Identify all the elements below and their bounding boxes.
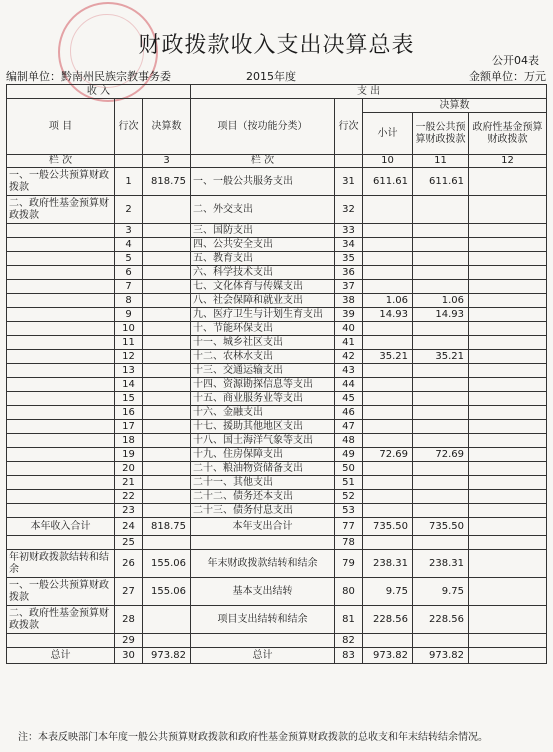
row-income-line-no: 17 — [115, 420, 143, 434]
row-subtotal — [363, 420, 413, 434]
blank-fund — [469, 536, 547, 550]
row-income-item — [7, 280, 115, 294]
row-income-amount — [143, 448, 191, 462]
grand-left: 973.82 — [143, 648, 191, 664]
row-expenditure-line-no: 43 — [335, 364, 363, 378]
row-income-line-no: 19 — [115, 448, 143, 462]
row-gov-fund — [469, 420, 547, 434]
index-col12: 12 — [469, 155, 547, 168]
row-income-item — [7, 308, 115, 322]
basic-label: 基本支出结转 — [191, 578, 335, 606]
row-gov-fund — [469, 280, 547, 294]
exp-total-rn: 77 — [335, 518, 363, 536]
row-subtotal — [363, 336, 413, 350]
row-gov-fund — [469, 238, 547, 252]
row-subtotal — [363, 504, 413, 518]
row-subtotal: 72.69 — [363, 448, 413, 462]
row-expenditure-item: 十、节能环保支出 — [191, 322, 335, 336]
organization: 编制单位：黔南州民族宗教事务委 — [6, 70, 171, 83]
row-income-amount — [143, 364, 191, 378]
row-expenditure-line-no: 33 — [335, 224, 363, 238]
table-row — [7, 168, 547, 196]
table-row — [7, 266, 547, 280]
row-gov-fund — [469, 434, 547, 448]
row-expenditure-item: 十四、资源勘探信息等支出 — [191, 378, 335, 392]
row-general-budget — [413, 322, 469, 336]
row-general-budget — [413, 280, 469, 294]
row-gov-fund — [469, 196, 547, 224]
row-gov-fund — [469, 406, 547, 420]
row-subtotal — [363, 378, 413, 392]
income-total-ln: 24 — [115, 518, 143, 536]
finance-table — [6, 84, 547, 664]
index-empty — [115, 155, 143, 168]
row-expenditure-line-no: 50 — [335, 462, 363, 476]
row-no2-header: 行次 — [335, 99, 363, 155]
row-general-budget — [413, 252, 469, 266]
row-expenditure-line-no: 31 — [335, 168, 363, 196]
row-income-line-no: 4 — [115, 238, 143, 252]
row-income-item — [7, 462, 115, 476]
end-gen: 238.31 — [413, 550, 469, 578]
begin-gen-label: 一、一般公共预算财政拨款 — [7, 578, 115, 606]
row-subtotal — [363, 462, 413, 476]
row-income-item — [7, 238, 115, 252]
row-general-budget — [413, 336, 469, 350]
row-income-amount — [143, 378, 191, 392]
row-expenditure-item: 一、一般公共服务支出 — [191, 168, 335, 196]
row-general-budget — [413, 392, 469, 406]
row-income-item — [7, 266, 115, 280]
table-row — [7, 364, 547, 378]
row-subtotal: 611.61 — [363, 168, 413, 196]
row-expenditure-item: 十六、金融支出 — [191, 406, 335, 420]
table-row — [7, 490, 547, 504]
table-row — [7, 294, 547, 308]
row-income-item — [7, 392, 115, 406]
form-number: 公开04表 — [492, 54, 539, 67]
row-income-line-no: 20 — [115, 462, 143, 476]
row-subtotal — [363, 406, 413, 420]
row-expenditure-item: 二十、粮油物资储备支出 — [191, 462, 335, 476]
table-row — [7, 420, 547, 434]
row-expenditure-line-no: 35 — [335, 252, 363, 266]
index-label-left: 栏 次 — [7, 155, 115, 168]
row-expenditure-item: 二十二、债务还本支出 — [191, 490, 335, 504]
row-expenditure-item: 十九、住房保障支出 — [191, 448, 335, 462]
row-gov-fund — [469, 336, 547, 350]
table-row — [7, 406, 547, 420]
row-income-amount — [143, 406, 191, 420]
row-income-line-no: 2 — [115, 196, 143, 224]
table-row — [7, 504, 547, 518]
row-income-amount — [143, 476, 191, 490]
index-label-right: 栏 次 — [191, 155, 335, 168]
grand-ln: 30 — [115, 648, 143, 664]
row-gov-fund — [469, 364, 547, 378]
table-row — [7, 308, 547, 322]
row-income-amount — [143, 266, 191, 280]
row-income-line-no: 3 — [115, 224, 143, 238]
row-income-amount — [143, 392, 191, 406]
row-subtotal — [363, 238, 413, 252]
grand-label-left: 总计 — [7, 648, 115, 664]
row-income-amount — [143, 336, 191, 350]
row-income-amount — [143, 224, 191, 238]
row-income-item — [7, 448, 115, 462]
row-expenditure-item: 六、科学技术支出 — [191, 266, 335, 280]
begin-gen-val: 155.06 — [143, 578, 191, 606]
row-subtotal — [363, 322, 413, 336]
table-row — [7, 252, 547, 266]
table-row — [7, 280, 547, 294]
row-income-line-no: 10 — [115, 322, 143, 336]
row-general-budget: 1.06 — [413, 294, 469, 308]
end-fund — [469, 550, 547, 578]
table-row — [7, 462, 547, 476]
income-total: 818.75 — [143, 518, 191, 536]
row-gov-fund — [469, 294, 547, 308]
table-row — [7, 434, 547, 448]
row-gov-fund — [469, 462, 547, 476]
row-subtotal: 14.93 — [363, 308, 413, 322]
row-income-item — [7, 336, 115, 350]
proj-rn: 81 — [335, 606, 363, 634]
exp-total-sub: 735.50 — [363, 518, 413, 536]
basic-gen: 9.75 — [413, 578, 469, 606]
table-row — [7, 448, 547, 462]
row-subtotal — [363, 224, 413, 238]
row-income-line-no: 15 — [115, 392, 143, 406]
begin-fund-ln: 28 — [115, 606, 143, 634]
row-subtotal — [363, 280, 413, 294]
row-gov-fund — [469, 448, 547, 462]
row-income-amount — [143, 252, 191, 266]
table-row — [7, 336, 547, 350]
blank-ln: 25 — [115, 536, 143, 550]
row-general-budget — [413, 238, 469, 252]
row-no-header: 行次 — [115, 99, 143, 155]
row-income-amount: 818.75 — [143, 168, 191, 196]
row-general-budget: 611.61 — [413, 168, 469, 196]
row-general-budget — [413, 378, 469, 392]
row-income-amount — [143, 504, 191, 518]
row-expenditure-line-no: 48 — [335, 434, 363, 448]
row-income-item — [7, 378, 115, 392]
row-expenditure-line-no: 36 — [335, 266, 363, 280]
blank2-fund — [469, 634, 547, 648]
table-row — [7, 196, 547, 224]
index-empty — [335, 155, 363, 168]
gov-fund-header: 政府性基金预算财政拨款 — [469, 113, 547, 155]
row-gov-fund — [469, 350, 547, 364]
row-general-budget: 72.69 — [413, 448, 469, 462]
row-expenditure-line-no: 38 — [335, 294, 363, 308]
row-expenditure-item: 八、社会保障和就业支出 — [191, 294, 335, 308]
row-income-item — [7, 406, 115, 420]
row-general-budget: 14.93 — [413, 308, 469, 322]
row-subtotal — [363, 434, 413, 448]
grand-fund — [469, 648, 547, 664]
grand-gen: 973.82 — [413, 648, 469, 664]
row-general-budget — [413, 420, 469, 434]
row-gov-fund — [469, 224, 547, 238]
row-expenditure-line-no: 42 — [335, 350, 363, 364]
subtotal-header: 小计 — [363, 113, 413, 155]
row-income-line-no: 11 — [115, 336, 143, 350]
row-expenditure-item: 三、国防支出 — [191, 224, 335, 238]
row-subtotal — [363, 266, 413, 280]
blank2-sub — [363, 634, 413, 648]
row-subtotal — [363, 196, 413, 224]
row-expenditure-item: 十二、农林水支出 — [191, 350, 335, 364]
table-row — [7, 476, 547, 490]
row-general-budget — [413, 224, 469, 238]
proj-label: 项目支出结转和结余 — [191, 606, 335, 634]
row-general-budget — [413, 490, 469, 504]
row-income-line-no: 5 — [115, 252, 143, 266]
table-row — [7, 392, 547, 406]
row-gov-fund — [469, 168, 547, 196]
table-row — [7, 350, 547, 364]
blank-val — [143, 536, 191, 550]
row-gov-fund — [469, 504, 547, 518]
func-item-header: 项目（按功能分类） — [191, 99, 335, 155]
row-income-amount — [143, 196, 191, 224]
row-income-line-no: 6 — [115, 266, 143, 280]
row-income-amount — [143, 434, 191, 448]
grand-rn: 83 — [335, 648, 363, 664]
row-expenditure-line-no: 47 — [335, 420, 363, 434]
row-subtotal — [363, 490, 413, 504]
begin-val: 155.06 — [143, 550, 191, 578]
final-amount-group-header: 决算数 — [363, 99, 547, 113]
row-income-line-no: 21 — [115, 476, 143, 490]
row-gov-fund — [469, 252, 547, 266]
row-expenditure-item: 二、外交支出 — [191, 196, 335, 224]
item-header: 项 目 — [7, 99, 115, 155]
row-general-budget — [413, 364, 469, 378]
row-income-line-no: 8 — [115, 294, 143, 308]
row-income-item — [7, 420, 115, 434]
index-col11: 11 — [413, 155, 469, 168]
row-income-item — [7, 364, 115, 378]
row-expenditure-line-no: 40 — [335, 322, 363, 336]
row-income-amount — [143, 462, 191, 476]
begin-fund-val — [143, 606, 191, 634]
row-income-line-no: 18 — [115, 434, 143, 448]
row-income-item: 二、政府性基金预算财政拨款 — [7, 196, 115, 224]
row-gov-fund — [469, 308, 547, 322]
row-income-line-no: 16 — [115, 406, 143, 420]
basic-rn: 80 — [335, 578, 363, 606]
row-general-budget — [413, 476, 469, 490]
end-sub: 238.31 — [363, 550, 413, 578]
row-income-item — [7, 504, 115, 518]
row-expenditure-item: 五、教育支出 — [191, 252, 335, 266]
grand-label-right: 总计 — [191, 648, 335, 664]
row-expenditure-line-no: 46 — [335, 406, 363, 420]
row-expenditure-line-no: 32 — [335, 196, 363, 224]
row-income-line-no: 13 — [115, 364, 143, 378]
row-subtotal: 1.06 — [363, 294, 413, 308]
row-gov-fund — [469, 476, 547, 490]
blank-right — [191, 536, 335, 550]
row-expenditure-item: 二十三、债务付息支出 — [191, 504, 335, 518]
row-income-amount — [143, 420, 191, 434]
table-row — [7, 224, 547, 238]
row-income-line-no: 12 — [115, 350, 143, 364]
row-expenditure-line-no: 53 — [335, 504, 363, 518]
row-income-line-no: 7 — [115, 280, 143, 294]
row-income-line-no: 9 — [115, 308, 143, 322]
index-col3: 3 — [143, 155, 191, 168]
row-general-budget — [413, 434, 469, 448]
row-income-item: 一、一般公共预算财政拨款 — [7, 168, 115, 196]
row-gov-fund — [469, 322, 547, 336]
basic-fund — [469, 578, 547, 606]
basic-sub: 9.75 — [363, 578, 413, 606]
row-expenditure-item: 九、医疗卫生与计划生育支出 — [191, 308, 335, 322]
proj-sub: 228.56 — [363, 606, 413, 634]
row-general-budget — [413, 196, 469, 224]
row-expenditure-line-no: 41 — [335, 336, 363, 350]
row-expenditure-line-no: 39 — [335, 308, 363, 322]
row-expenditure-item: 十三、交通运输支出 — [191, 364, 335, 378]
row-general-budget — [413, 462, 469, 476]
begin-label: 年初财政拨款结转和结余 — [7, 550, 115, 578]
begin-gen-ln: 27 — [115, 578, 143, 606]
row-gov-fund — [469, 266, 547, 280]
row-expenditure-line-no: 45 — [335, 392, 363, 406]
final-amount-header: 决算数 — [143, 99, 191, 155]
exp-total-gen: 735.50 — [413, 518, 469, 536]
row-expenditure-item: 十八、国土海洋气象等支出 — [191, 434, 335, 448]
blank2-right — [191, 634, 335, 648]
row-gov-fund — [469, 392, 547, 406]
proj-fund — [469, 606, 547, 634]
row-general-budget — [413, 504, 469, 518]
row-subtotal — [363, 252, 413, 266]
begin-fund-label: 二、政府性基金预算财政拨款 — [7, 606, 115, 634]
row-general-budget: 35.21 — [413, 350, 469, 364]
end-label: 年末财政拨款结转和结余 — [191, 550, 335, 578]
blank2-rn: 82 — [335, 634, 363, 648]
row-income-line-no: 22 — [115, 490, 143, 504]
end-rn: 79 — [335, 550, 363, 578]
row-income-item — [7, 322, 115, 336]
blank-rn: 78 — [335, 536, 363, 550]
row-income-item — [7, 490, 115, 504]
fiscal-year: 2015年度 — [246, 70, 296, 83]
blank-gen — [413, 536, 469, 550]
row-expenditure-item: 十五、商业服务业等支出 — [191, 392, 335, 406]
exp-total-fund — [469, 518, 547, 536]
income-total-label: 本年收入合计 — [7, 518, 115, 536]
money-unit: 金额单位：万元 — [469, 70, 546, 83]
row-subtotal — [363, 392, 413, 406]
row-income-amount — [143, 280, 191, 294]
row-expenditure-item: 十一、城乡社区支出 — [191, 336, 335, 350]
index-col10: 10 — [363, 155, 413, 168]
begin-ln: 26 — [115, 550, 143, 578]
row-income-amount — [143, 322, 191, 336]
table-row — [7, 378, 547, 392]
row-gov-fund — [469, 378, 547, 392]
row-expenditure-item: 七、文化体育与传媒支出 — [191, 280, 335, 294]
grand-sub: 973.82 — [363, 648, 413, 664]
row-income-item — [7, 350, 115, 364]
row-income-item — [7, 434, 115, 448]
row-income-line-no: 23 — [115, 504, 143, 518]
row-expenditure-item: 二十一、其他支出 — [191, 476, 335, 490]
row-gov-fund — [469, 490, 547, 504]
row-income-item — [7, 252, 115, 266]
row-subtotal — [363, 364, 413, 378]
blank2-left — [7, 634, 115, 648]
row-income-amount — [143, 490, 191, 504]
row-expenditure-line-no: 51 — [335, 476, 363, 490]
proj-gen: 228.56 — [413, 606, 469, 634]
blank-sub — [363, 536, 413, 550]
row-income-line-no: 14 — [115, 378, 143, 392]
row-income-amount — [143, 238, 191, 252]
general-budget-header: 一般公共预算财政拨款 — [413, 113, 469, 155]
blank-left — [7, 536, 115, 550]
exp-total-label: 本年支出合计 — [191, 518, 335, 536]
row-income-item — [7, 476, 115, 490]
row-expenditure-line-no: 44 — [335, 378, 363, 392]
row-expenditure-line-no: 37 — [335, 280, 363, 294]
blank2-gen — [413, 634, 469, 648]
row-expenditure-line-no: 49 — [335, 448, 363, 462]
expenditure-header: 支 出 — [191, 85, 547, 99]
row-income-item — [7, 294, 115, 308]
row-general-budget — [413, 266, 469, 280]
table-row — [7, 238, 547, 252]
row-expenditure-item: 十七、援助其他地区支出 — [191, 420, 335, 434]
table-row — [7, 322, 547, 336]
blank2-ln: 29 — [115, 634, 143, 648]
row-expenditure-line-no: 52 — [335, 490, 363, 504]
row-expenditure-line-no: 34 — [335, 238, 363, 252]
row-general-budget — [413, 406, 469, 420]
row-income-line-no: 1 — [115, 168, 143, 196]
row-subtotal: 35.21 — [363, 350, 413, 364]
row-income-amount — [143, 294, 191, 308]
income-header: 收 入 — [7, 85, 191, 99]
row-income-amount — [143, 350, 191, 364]
row-income-item — [7, 224, 115, 238]
footnote: 注：本表反映部门本年度一般公共预算财政拨款和政府性基金预算财政拨款的总收支和年末结转结余情况。 — [18, 732, 488, 743]
row-expenditure-item: 四、公共安全支出 — [191, 238, 335, 252]
row-income-amount — [143, 308, 191, 322]
page-title: 财政拨款收入支出决算总表 — [138, 33, 415, 58]
blank2-val — [143, 634, 191, 648]
row-subtotal — [363, 476, 413, 490]
